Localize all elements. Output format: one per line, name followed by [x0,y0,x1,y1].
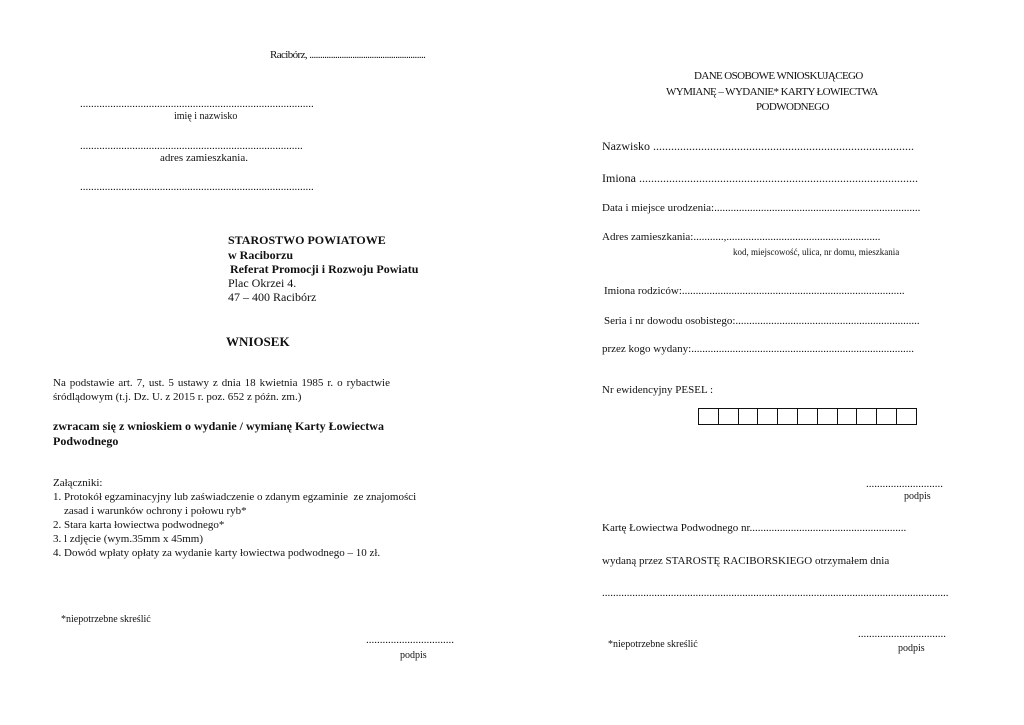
office-department: Referat Promocji i Rozwoju Powiatu [230,262,419,276]
received-date-line[interactable]: .............................................................................................................................. [602,587,949,599]
section-header-line-2: WYMIANĘ – WYDANIE* KARTY ŁOWIECTWA [666,86,878,98]
id-card-field[interactable]: Seria i nr dowodu osobistego:................................................................... [604,315,920,327]
request-line-2: Podwodnego [53,434,119,448]
signature-line[interactable]: ................................ [366,634,454,646]
address-field[interactable]: Adres zamieszkania:...........,........................................................ [602,231,881,243]
office-city: w Raciborzu [228,248,293,262]
attachment-item: 2. Stara karta łowiectwa podwodnego* [53,519,225,531]
pesel-digit-cell[interactable] [837,408,858,425]
pesel-digit-cell[interactable] [896,408,917,425]
surname-field[interactable]: Nazwisko ....................................................................................... [602,139,914,153]
address-caption: adres zamieszkania. [160,152,248,164]
signature-line[interactable]: ............................ [866,478,943,490]
pesel-digit-cell[interactable] [777,408,798,425]
office-name: STAROSTWO POWIATOWE [228,233,386,247]
attachments-title: Załączniki: [53,477,103,489]
footnote: *niepotrzebne skreślić [608,639,698,650]
parents-names-field[interactable]: Imiona rodziców:................................................................................. [604,285,905,297]
pesel-digit-cell[interactable] [817,408,838,425]
signature-line[interactable]: ................................ [858,628,946,640]
first-names-field[interactable]: Imiona ............................................................................................. [602,171,918,185]
signature-caption: podpis [904,491,931,502]
pesel-digit-cell[interactable] [856,408,877,425]
pesel-digit-cell[interactable] [876,408,897,425]
request-line-1: zwracam się z wnioskiem o wydanie / wymianę Karty Łowiectwa [53,419,384,433]
pesel-label: Nr ewidencyjny PESEL : [602,384,714,396]
name-line[interactable]: ..................................................................................... [80,98,314,110]
pesel-digit-cell[interactable] [738,408,759,425]
document-title: WNIOSEK [226,334,290,349]
section-header-line-1: DANE OSOBOWE WNIOSKUJĄCEGO [694,70,863,82]
attachment-item: zasad i warunków ochrony i połowu ryb* [53,505,247,517]
pesel-digit-cell[interactable] [797,408,818,425]
received-statement: wydaną przez STAROSTĘ RACIBORSKIEGO otrzymałem dnia [602,555,890,567]
legal-basis-line-2: śródlądowym (t.j. Dz. U. z 2015 r. poz. 652 z późn. zm.) [53,391,302,403]
card-number-field[interactable]: Kartę Łowiectwa Podwodnego nr......................................................... [602,522,907,534]
address-line[interactable]: ................................................................................. [80,140,303,152]
attachment-item: 1. Protokół egzaminacyjny lub zaświadczenie o zdanym egzaminie ze znajomości [53,491,417,503]
footnote: *niepotrzebne skreślić [61,614,151,625]
place-date-field[interactable]: Racibórz, ...................................................... [270,49,426,61]
office-postcode: 47 – 400 Racibórz [228,290,317,304]
signature-caption: podpis [400,650,427,661]
birth-field[interactable]: Data i miejsce urodzenia:........................................................................... [602,202,921,214]
section-header-line-3: PODWODNEGO [756,101,829,113]
pesel-digit-cell[interactable] [757,408,778,425]
address-field-caption: kod, miejscowość, ulica, nr domu, mieszkania [733,247,900,257]
pesel-digit-cell[interactable] [698,408,719,425]
pesel-digit-cell[interactable] [718,408,739,425]
issued-by-field[interactable]: przez kogo wydany:................................................................................. [602,343,914,355]
office-street: Plac Okrzei 4. [228,276,297,290]
pesel-input-grid[interactable] [698,408,917,425]
name-caption: imię i nazwisko [174,111,238,122]
attachment-item: 4. Dowód wpłaty opłaty za wydanie karty łowiectwa podwodnego – 10 zł. [53,547,381,559]
signature-caption: podpis [898,643,925,654]
address-line-2[interactable]: ..................................................................................... [80,181,314,193]
legal-basis-line-1: Na podstawie art. 7, ust. 5 ustawy z dnia 18 kwietnia 1985 r. o rybactwie [53,377,390,389]
attachment-item: 3. l zdjęcie (wym.35mm x 45mm) [53,533,203,545]
